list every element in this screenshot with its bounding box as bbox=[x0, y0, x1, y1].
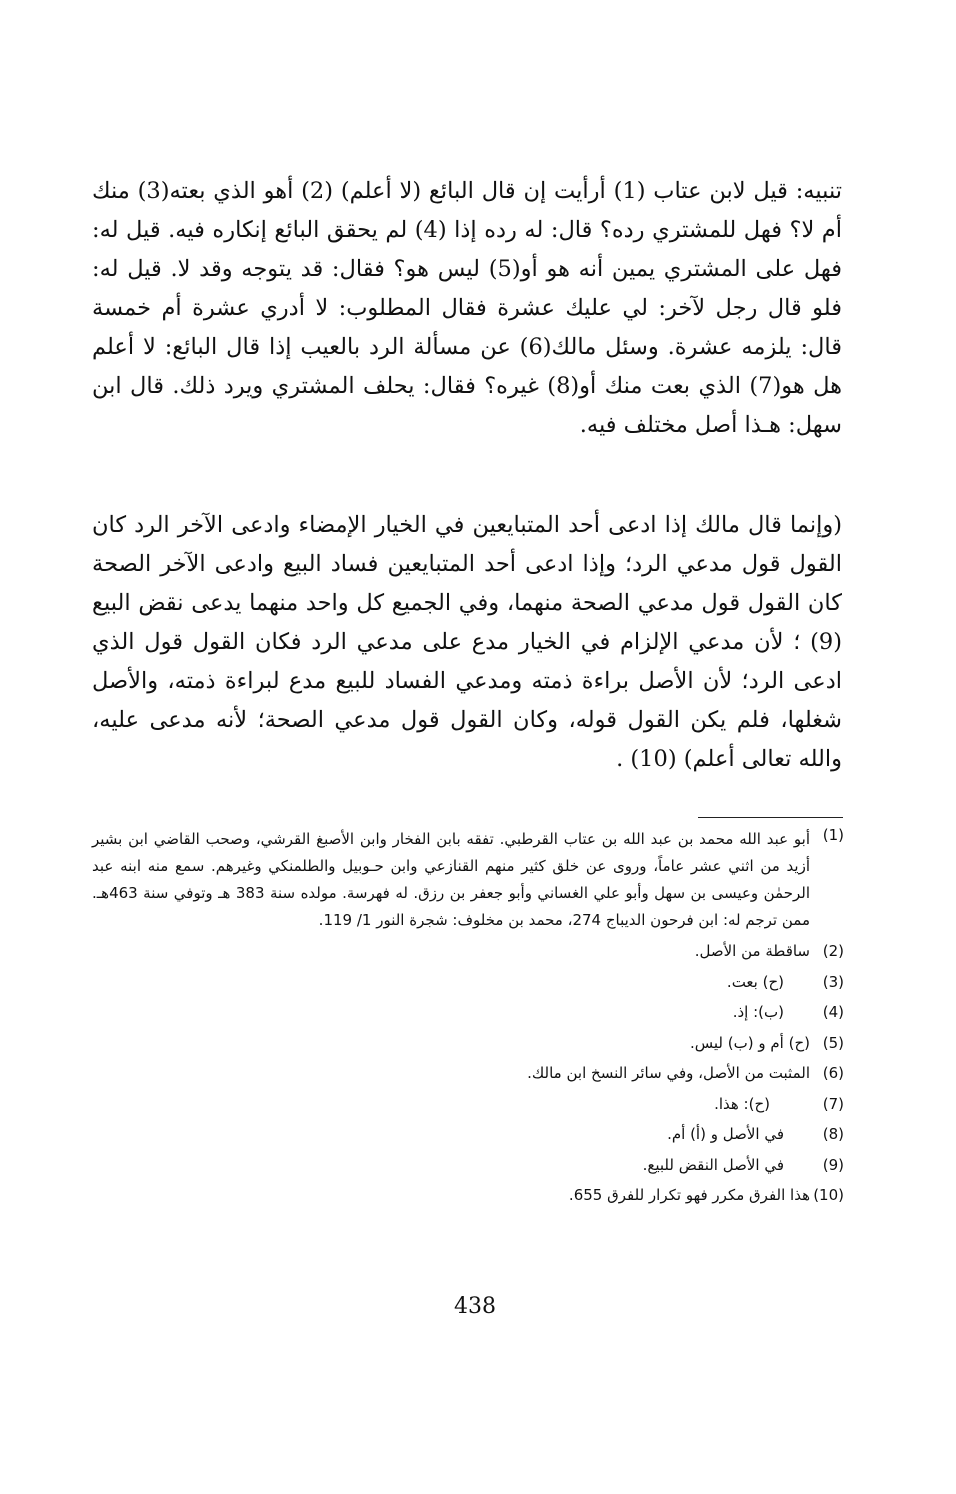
body-paragraph-1: تنبيه: قيل لابن عتاب (1) أرأيت إن قال البائع (لا أعلم) (2) أهو الذي بعته(3) منك أم لا؟ فهل للمشتري رده؟ قال: له رده إذا (4) لم يحقق البائع إنكاره فيه. قيل له: فهل على المشتري يمين أنه هو أو(5) ليس هو؟ فقال: قد يتوجه وقد لا. قيل له: فلو قال رجل لآخر: لي عليك عشرة فقال المطلوب: لا أدري عشرة أم خمسة قال: يلزمه عشرة. وسئل مالك(6) عن مسألة الرد بالعيب إذا قال البائع: لا أعلم هل هو(7) الذي بعت منك أو(8) غيره؟ فقال: يحلف المشتري ويرد ذلك. قال ابن سهل: هـذا أصل مختلف فيه. bbox=[92, 178, 843, 438]
footnote-number: (9) bbox=[822, 1155, 844, 1174]
footnote-number: (2) bbox=[822, 942, 844, 960]
footnote-number: (7) bbox=[822, 1094, 844, 1113]
footnote-number: (10) bbox=[813, 1186, 844, 1204]
footnote-9 bbox=[92, 1150, 844, 1181]
footnote-10 bbox=[92, 1180, 844, 1211]
footnote-6 bbox=[92, 1058, 844, 1089]
footnote-text: (ح) أم و (ب) ليس. bbox=[690, 1033, 810, 1052]
footnote-text: أبو عبد الله محمد بن عبد الله بن عتاب القرطبي. تفقه بابن الفخار وابن الأصبغ القرشي، وصحب القاضي ابن بشير أزيد من اثني عشر عاماً، وروى عن خلق كثير منهم القنازعي وابن حـوبيل والطلمنكي وغيرهم. سمع منه ابنه عبد الرحمٰن وعيسى بن سهل وأبو علي الغساني وأبو جعفر بن رزق. له فهرسة. مولده سنة 383 هـ وتوفي سنة 463هـ. ممن ترجم له: ابن فرحون الديباج 274، محمد بن مخلوف: شجرة النور 1/ 119. bbox=[92, 830, 810, 929]
footnote-text: المثبت من الأصل، وفي سائر النسخ ابن مالك. bbox=[527, 1064, 810, 1082]
footnote-separator bbox=[698, 817, 843, 818]
footnote-text: ساقطة من الأصل. bbox=[694, 942, 810, 960]
footnote-text: (ب): إذ. bbox=[732, 1003, 784, 1021]
footnote-number: (3) bbox=[822, 972, 844, 991]
footnote-text: (ح): هذا. bbox=[714, 1094, 770, 1113]
footnote-text: هذا الفرق مكرر فهو تكرار للفرق 655. bbox=[568, 1186, 810, 1204]
footnote-number: (4) bbox=[822, 1003, 844, 1021]
footnote-number: (5) bbox=[822, 1033, 844, 1052]
footnote-text: في الأصل و (أ) أم. bbox=[667, 1125, 784, 1143]
footnote-text: (ح) بعت. bbox=[726, 972, 784, 991]
footnote-number: (1) bbox=[822, 826, 844, 844]
footnote-5 bbox=[92, 1028, 844, 1059]
footnote-3 bbox=[92, 967, 844, 998]
footnote-7 bbox=[92, 1089, 844, 1120]
footnote-number: (8) bbox=[822, 1125, 844, 1143]
footnote-number: (6) bbox=[822, 1064, 844, 1082]
body-paragraph-2: (وإنما قال مالك إذا ادعى أحد المتبايعين في الخيار الإمضاء وادعى الآخر الرد كان القول قول مدعي الرد؛ وإذا ادعى أحد المتبايعين فساد البيع وادعى الآخر الصحة كان القول قول مدعي الصحة منهما، وفي الجميع كل واحد منهما يدعى نقض البيع (9) ؛ لأن مدعي الإلزام في الخيار مدع على مدعي الرد فكان القول قول الذي ادعى الرد؛ لأن الأصل براءة ذمته ومدعي الفساد للبيع مدع لبراءة ذمته، والأصل شغلها، فلم يكن القول قوله، وكان القول قول مدعي الصحة؛ لأنه مدعى عليه، والله تعالى أعلم) (10) . bbox=[92, 512, 842, 772]
footnote-text: في الأصل النقض للبيع. bbox=[642, 1155, 784, 1174]
footnote-4 bbox=[92, 997, 844, 1028]
footnotes-list bbox=[92, 824, 844, 1211]
page-number: 438 bbox=[454, 1294, 496, 1319]
footnote-1 bbox=[92, 826, 844, 934]
footnote-8 bbox=[92, 1119, 844, 1150]
footnote-2 bbox=[92, 936, 844, 967]
